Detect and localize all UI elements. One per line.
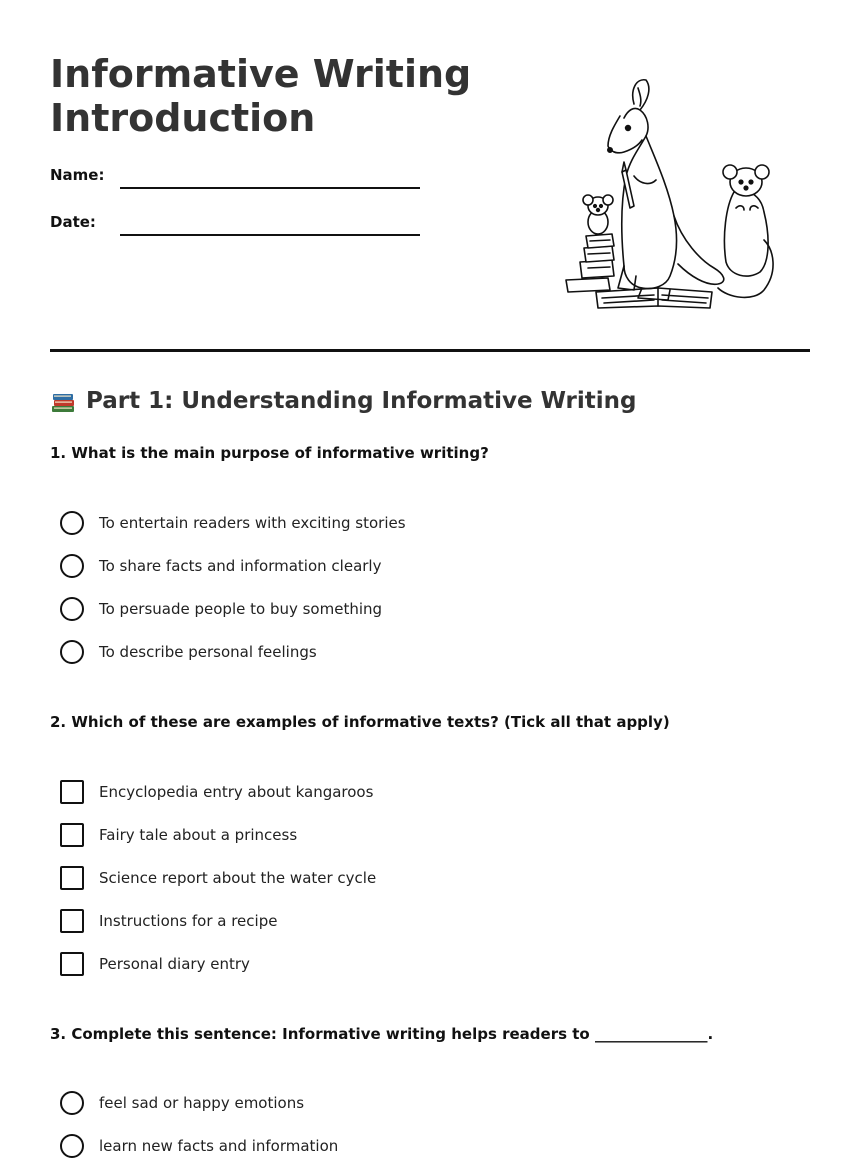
radio-circle-icon[interactable] <box>60 1091 84 1115</box>
checkbox-icon[interactable] <box>60 866 84 890</box>
q3-option-1[interactable] <box>60 1091 304 1115</box>
question-3-prompt: 3. Complete this sentence: Informative writing helps readers to _______________. <box>50 1025 714 1043</box>
q2-option-4[interactable] <box>60 909 277 933</box>
q3-option-2[interactable] <box>60 1134 338 1158</box>
q1-option-3[interactable] <box>60 597 382 621</box>
option-label: feel sad or happy emotions <box>99 1094 305 1112</box>
title-line-1: Informative Writing <box>50 52 472 96</box>
radio-circle-icon[interactable] <box>60 511 84 535</box>
q2-option-5[interactable] <box>60 952 250 976</box>
radio-circle-icon[interactable] <box>60 554 84 578</box>
date-field[interactable] <box>120 234 420 236</box>
checkbox-icon[interactable] <box>60 823 84 847</box>
checkbox-icon[interactable] <box>60 780 84 804</box>
part1-heading <box>50 388 637 414</box>
option-label: To entertain readers with exciting stories <box>99 514 406 532</box>
question-2-prompt: 2. Which of these are examples of informative texts? (Tick all that apply) <box>50 713 670 731</box>
date-label: Date: <box>50 213 96 231</box>
q2-option-3[interactable] <box>60 866 376 890</box>
kangaroo-illustration-icon <box>558 76 780 314</box>
q2-option-2[interactable] <box>60 823 297 847</box>
part1-title: Part 1: Understanding Informative Writing <box>86 388 637 414</box>
name-label: Name: <box>50 166 105 184</box>
name-field[interactable] <box>120 187 420 189</box>
title-line-2: Introduction <box>50 96 316 140</box>
option-label: To describe personal feelings <box>99 643 317 661</box>
radio-circle-icon[interactable] <box>60 1134 84 1158</box>
q1-option-4[interactable] <box>60 640 317 664</box>
header-divider <box>50 349 810 352</box>
checkbox-icon[interactable] <box>60 909 84 933</box>
option-label: learn new facts and information <box>99 1137 339 1155</box>
option-label: Personal diary entry <box>99 955 250 973</box>
option-label: Encyclopedia entry about kangaroos <box>99 783 374 801</box>
option-label: To share facts and information clearly <box>99 557 382 575</box>
radio-circle-icon[interactable] <box>60 640 84 664</box>
worksheet-title <box>50 52 471 140</box>
checkbox-icon[interactable] <box>60 952 84 976</box>
option-label: Instructions for a recipe <box>99 912 278 930</box>
question-1-prompt: 1. What is the main purpose of informative writing? <box>50 444 489 462</box>
q2-option-1[interactable] <box>60 780 373 804</box>
option-label: Science report about the water cycle <box>99 869 377 887</box>
q1-option-1[interactable] <box>60 511 406 535</box>
q1-option-2[interactable] <box>60 554 381 578</box>
option-label: To persuade people to buy something <box>99 600 383 618</box>
books-icon <box>50 388 76 414</box>
radio-circle-icon[interactable] <box>60 597 84 621</box>
option-label: Fairy tale about a princess <box>99 826 298 844</box>
